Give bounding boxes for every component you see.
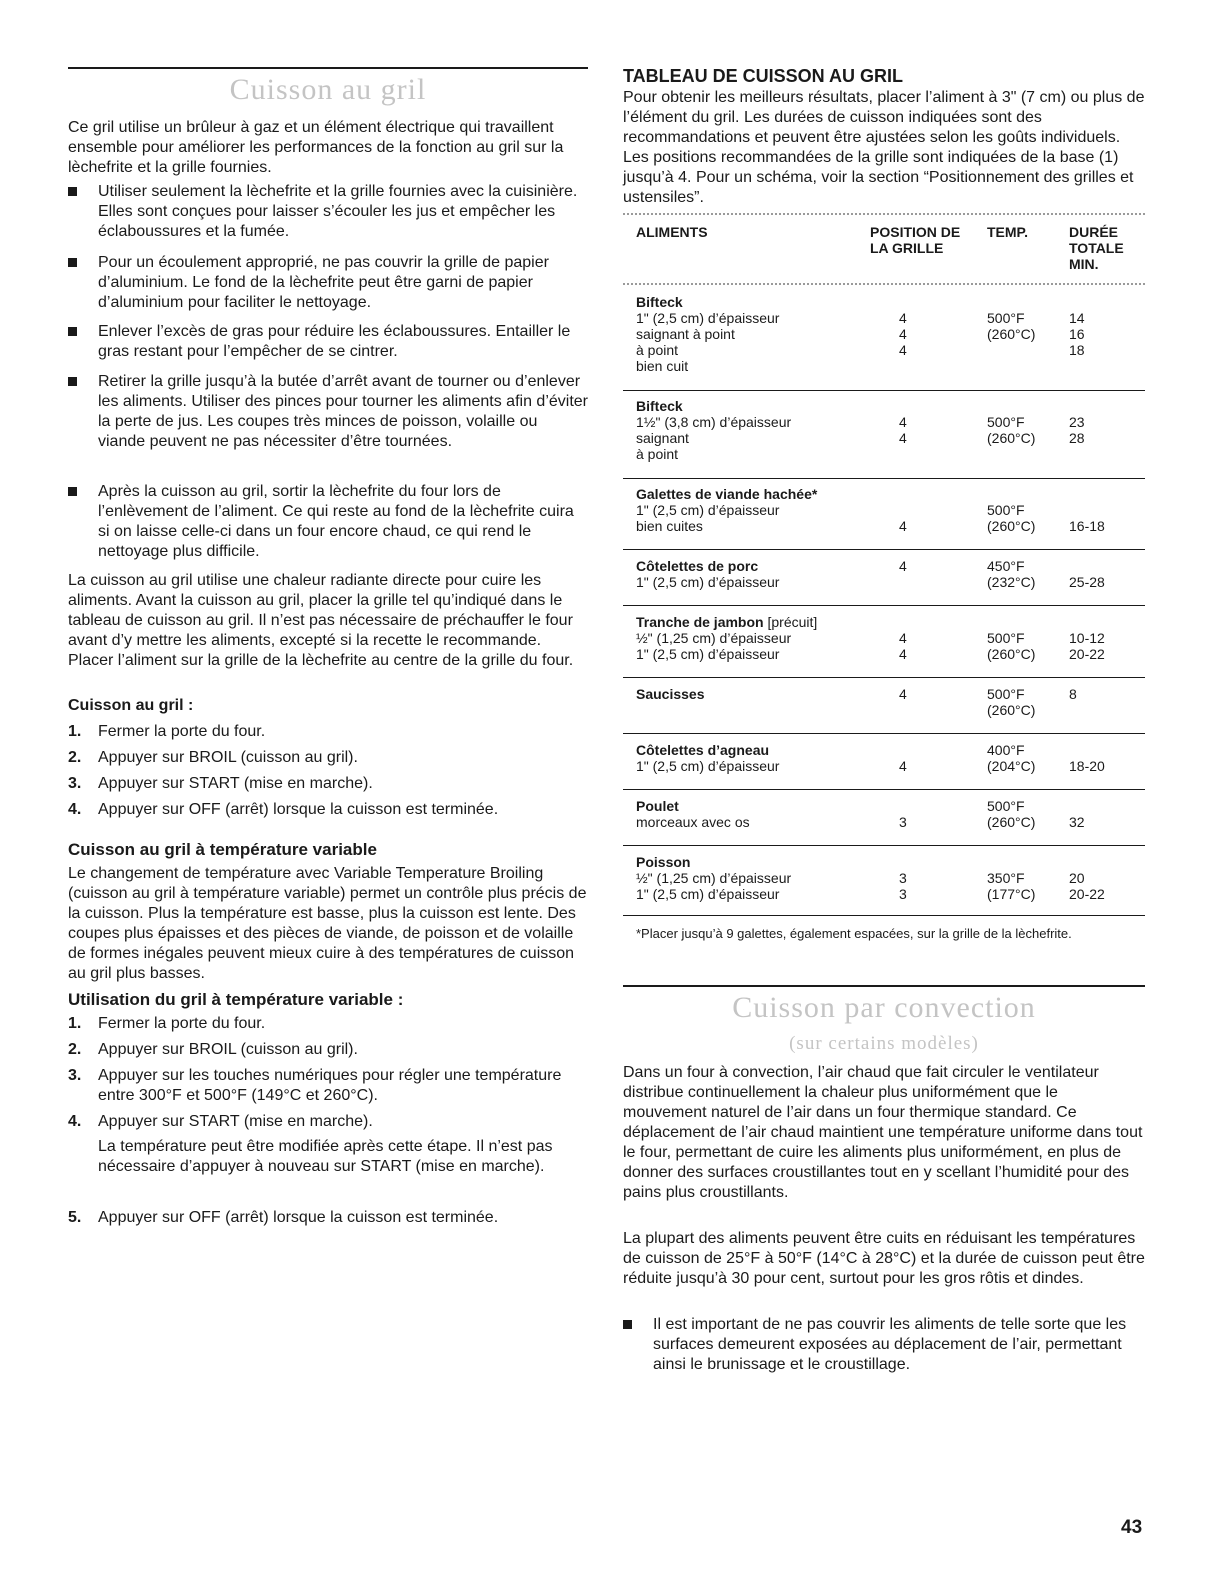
page-number: 43 [1121,1517,1143,1538]
variable-temp-heading: Cuisson au gril à température variable [68,840,377,859]
col-header-time-3: MIN. [1069,256,1099,272]
cook-time: 18-20 [1069,758,1105,774]
bullet-square [68,258,77,267]
food-name-label: Côtelettes de porc [636,558,759,574]
bullet-square [68,327,77,336]
convection-bullet: Il est important de ne pas couvrir les aliments de telle sorte que les surfaces demeurent exposées au déplacement de l’air, permettant ainsi le brunissage et le croustillage. [623,1315,1145,1375]
food-detail: ½" (1,25 cm) d’épaisseur [636,630,792,646]
rack-position: 4 [899,686,907,702]
table-header-dotted-rule [623,283,1145,286]
col-header-position-2: LA GRILLE [870,240,944,256]
cook-time: 10-12 [1069,630,1105,646]
use-step-4: 4. Appuyer sur START (mise en marche). [68,1113,373,1130]
rack-position: 4 [899,430,907,446]
food-name-label: Saucisses [636,686,705,702]
cook-time: 25-28 [1069,574,1105,590]
cook-time: 20-22 [1069,646,1105,662]
food-detail: 1" (2,5 cm) d’épaisseur [636,886,780,902]
table-row-rule [623,677,1145,678]
food-name-suffix: [précuit] [763,614,818,630]
rack-position: 3 [899,870,907,886]
food-detail: morceaux avec os [636,814,750,830]
temperature: (177°C) [987,886,1036,902]
broil-step-3: 3. Appuyer sur START (mise en marche). [68,775,373,792]
food-detail: bien cuites [636,518,703,534]
food-name-label: Galettes de viande hachée* [636,486,818,502]
food-name [636,558,758,574]
food-name [636,798,679,814]
temperature: 500°F [987,310,1025,326]
broil-steps-heading: Cuisson au gril : [68,697,194,714]
table-top-dotted-rule [623,213,1145,216]
food-name [636,686,705,702]
cook-time: 32 [1069,814,1085,830]
temperature: 500°F [987,686,1025,702]
food-name-label: Tranche de jambon [636,614,764,630]
section-title-convection: Cuisson par convection [732,991,1036,1024]
convection-para-2: La plupart des aliments peuvent être cuits en réduisant les températures de cuisson de 25°F à 50°F (14°C à 28°C) et la durée de cuisson peut être réduite jusqu’à 30 pour cent, surtout pour les gros rôtis et dindes. [623,1230,1145,1287]
food-detail: à point [636,342,679,358]
temperature: 500°F [987,502,1025,518]
temperature: 450°F [987,558,1025,574]
food-name-label: Poisson [636,854,691,870]
rack-position: 4 [899,558,907,574]
top-rule-left [68,67,588,69]
food-detail: 1" (2,5 cm) d’épaisseur [636,574,780,590]
col-header-food: ALIMENTS [636,224,708,240]
variable-use-heading: Utilisation du gril à température variable : [68,990,404,1009]
cook-time: 8 [1069,686,1077,702]
bullet-4: Retirer la grille jusqu’à la butée d’arrêt avant de tourner ou d’enlever les aliments. Utiliser des pinces pour tourner les aliments afin d’éviter la perte de jus. Les coupes très minces de poisson, volaille ou viande peuvent ne pas nécessiter d’être tournées. [68,372,588,452]
bullet-square [68,187,77,196]
food-detail: 1" (2,5 cm) d’épaisseur [636,310,780,326]
rack-position: 4 [899,310,907,326]
section-title-broiling: Cuisson au gril [229,73,427,106]
broil-para-2: La cuisson au gril utilise une chaleur radiante directe pour cuire les aliments. Avant la cuisson au gril, placer la grille tel qu’indiqué dans le tableau de cuisson au gril. Il n’est pas nécessaire de préchauffer le four avant d’y mettre les aliments, excepté si la recette le recommande. Placer l’aliment sur la grille de la lèchefrite au centre de la grille du four. [68,572,574,669]
broil-intro: Ce gril utilise un brûleur à gaz et un élément électrique qui travaillent ensemble pour améliorer les performances de la fonction au gril sur la lèchefrite et la grille fournies. [68,119,564,176]
table-row-rule [623,733,1145,734]
temperature: (260°C) [987,518,1036,534]
cook-time: 28 [1069,430,1085,446]
use-step-3: 3. Appuyer sur les touches numériques pour régler une température entre 300°F et 500°F (149°C et 260°C). [68,1067,562,1104]
food-detail: 1" (2,5 cm) d’épaisseur [636,758,780,774]
food-detail: à point [636,446,679,462]
table-row-rule [623,605,1145,606]
food-detail: saignant [636,430,689,446]
table-row-rule [623,549,1145,550]
food-name [636,614,817,630]
use-step-1: 1. Fermer la porte du four. [68,1015,266,1032]
food-name [636,486,817,502]
temperature: 350°F [987,870,1025,886]
table-row-rule [623,845,1145,846]
temperature: (204°C) [987,758,1036,774]
food-detail: 1" (2,5 cm) d’épaisseur [636,646,780,662]
use-step-4-note: La température peut être modifiée après cette étape. Il n’est pas nécessaire d’appuyer à nouveau sur START (mise en marche). [98,1138,553,1175]
temperature: 400°F [987,742,1025,758]
bullet-square [68,377,77,386]
cook-time: 20-22 [1069,886,1105,902]
table-footnote: *Placer jusqu’à 9 galettes, également espacées, sur la grille de la lèchefrite. [636,926,1072,941]
temperature: (260°C) [987,646,1036,662]
food-name-label: Poulet [636,798,679,814]
rack-position: 4 [899,326,907,342]
broil-step-4: 4. Appuyer sur OFF (arrêt) lorsque la cuisson est terminée. [68,801,499,818]
variable-temp-text: Le changement de température avec Variable Temperature Broiling (cuisson au gril à température variable) permet un contrôle plus précis de la cuisson. Plus la température est basse, plus la cuisson est lente. Des coupes plus épaisses et des pièces de viande, de poisson et de volaille de formes inégales peuvent mieux cuire à des températures de cuisson au gril plus basses. [68,865,587,982]
food-detail: ½" (1,25 cm) d’épaisseur [636,870,792,886]
rack-position: 4 [899,414,907,430]
table-title: TABLEAU DE CUISSON AU GRIL [623,66,904,86]
table-row-rule [623,390,1145,391]
table-intro: Pour obtenir les meilleurs résultats, placer l’aliment à 3" (7 cm) ou plus de l’élément du gril. Les durées de cuisson indiquées sont des recommandations et peuvent être ajustées selon les goûts individuels. Les positions recommandées de la grille sont indiquées de la base (1) jusqu’à 4. Pour un schéma, voir la section “Positionnement des grilles et ustensiles”. [623,89,1145,206]
broil-step-2: 2. Appuyer sur BROIL (cuisson au gril). [68,749,358,766]
cook-time: 18 [1069,342,1085,358]
convection-para-1: Dans un four à convection, l’air chaud que fait circuler le ventilateur distribue continuellement la chaleur plus uniformément que le mouvement naturel de l’air dans un four thermique standard. Ce déplacement de l’air chaud maintient une température uniforme dans tout le four, permettant de cuire les aliments plus uniformément, en plus de donner des surfaces croustillantes tout en y scellant l’humidité pour des pains plus croustillants. [623,1064,1143,1201]
food-detail: 1½" (3,8 cm) d’épaisseur [636,414,792,430]
temperature: 500°F [987,630,1025,646]
food-name-label: Bifteck [636,398,683,414]
table-row-rule [623,915,1145,916]
bullet-1: Utiliser seulement la lèchefrite et la grille fournies avec la cuisinière. Elles sont conçues pour laisser s’écouler les jus et empêcher les éclaboussures et la fumée. [68,182,588,242]
temperature: 500°F [987,414,1025,430]
food-detail: 1" (2,5 cm) d’épaisseur [636,502,780,518]
broil-step-1: 1. Fermer la porte du four. [68,723,266,740]
bullet-square [623,1320,632,1329]
food-name [636,854,690,870]
table-row-rule [623,478,1145,479]
bullet-5: Après la cuisson au gril, sortir la lèchefrite du four lors de l’enlèvement de l’aliment. Ce qui reste au fond de la lèchefrite cuira si on laisse celle-ci dans un four encore chaud, ce qui rend le nettoyage plus difficile. [68,482,588,562]
rack-position: 4 [899,630,907,646]
food-detail: saignant à point [636,326,735,342]
bullet-3: Enlever l’excès de gras pour réduire les éclaboussures. Entailler le gras restant pour l’empêcher de se cintrer. [68,322,588,362]
temperature: (260°C) [987,326,1036,342]
temperature: (260°C) [987,814,1036,830]
col-header-time-1: DURÉE [1069,224,1119,240]
temperature: (260°C) [987,430,1036,446]
temperature: (260°C) [987,702,1036,718]
temperature: (232°C) [987,574,1036,590]
rack-position: 4 [899,518,907,534]
food-name [636,742,769,758]
cook-time: 23 [1069,414,1085,430]
rack-position: 4 [899,758,907,774]
rack-position: 3 [899,886,907,902]
section-subtitle-convection: (sur certains modèles) [789,1033,979,1054]
table-row-rule [623,789,1145,790]
rack-position: 4 [899,342,907,358]
use-step-5: 5. Appuyer sur OFF (arrêt) lorsque la cuisson est terminée. [68,1209,499,1226]
col-header-time-2: TOTALE [1069,240,1124,256]
use-step-2: 2. Appuyer sur BROIL (cuisson au gril). [68,1041,358,1058]
cook-time: 14 [1069,310,1085,326]
bullet-square [68,487,77,496]
food-name-label: Bifteck [636,294,683,310]
bullet-2: Pour un écoulement approprié, ne pas couvrir la grille de papier d’aluminium. Le fond de la lèchefrite peut être garni de papier d’aluminium pour faciliter le nettoyage. [68,253,588,313]
cook-time: 16-18 [1069,518,1105,534]
food-name [636,294,683,310]
col-header-temp: TEMP. [987,224,1028,240]
food-detail: bien cuit [636,358,689,374]
cook-time: 20 [1069,870,1085,886]
convection-rule [623,985,1145,987]
cook-time: 16 [1069,326,1085,342]
food-name-label: Côtelettes d’agneau [636,742,770,758]
rack-position: 3 [899,814,907,830]
food-name [636,398,683,414]
rack-position: 4 [899,646,907,662]
temperature: 500°F [987,798,1025,814]
col-header-position-1: POSITION DE [870,224,961,240]
